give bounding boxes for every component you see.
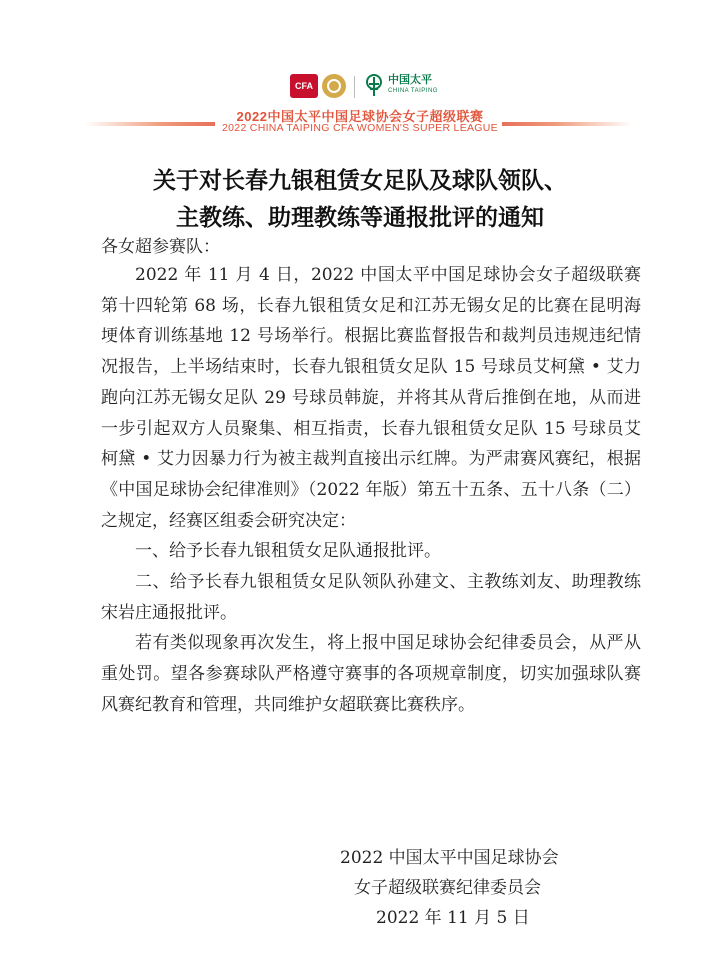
- league-emblem-icon: [322, 74, 346, 98]
- league-header: [0, 62, 720, 142]
- league-name-en: 2022 CHINA TAIPING CFA WOMEN'S SUPER LEAGUE: [222, 122, 498, 134]
- notice-title-line2: 主教练、助理教练等通报批评的通知: [176, 205, 544, 231]
- body-paragraph-2: 一、给予长春九银租赁女足队通报批评。: [135, 541, 441, 562]
- china-taiping-logo-icon: [364, 74, 384, 98]
- body-paragraph-1: 2022 年 11 月 4 日，2022 中国太平中国足球协会女子超级联赛第十四轮第 68 场，长春九银租赁女足和江苏无锡女足的比赛在昆明海埂体育训练基地 12 号场举行。根据比赛监督报告和裁判员违规违纪情况报告，上半场结束时，长春九银租赁女足队 15 号球员艾柯黛 • 艾力跑向江苏无锡女足队 29 号球员韩旋，并将其从背后推倒在地，从而进一步引起双方人员聚集、相互指责，长春九银租赁女足队 15 号球员艾柯黛 • 艾力因暴力行为被主裁判直接出示红牌。为严肃赛风赛纪，根据《中国足球协会纪律准则》（2022 年版）第五十五条、五十八条（二）之规定，经赛区组委会研究决定：: [101, 265, 641, 531]
- body-paragraph-4: 若有类似现象再次发生，将上报中国足球协会纪律委员会，从严从重处罚。望各参赛球队严格遵守赛事的各项规章制度，切实加强球队赛风赛纪教育和管理，共同维护女超联赛比赛秩序。: [101, 633, 641, 715]
- signature-date: 2022 年 11 月 5 日: [376, 908, 530, 928]
- salutation: 各女超参赛队：: [101, 237, 220, 257]
- header-accent-bar-right: [502, 122, 632, 126]
- notice-body: [101, 260, 641, 721]
- league-name-cn: 2022中国太平中国足球协会女子超级联赛: [236, 109, 484, 124]
- notice-title-line1: 关于对长春九银租赁女足队及球队领队、: [153, 168, 567, 194]
- signature-org-line2: 女子超级联赛纪律委员会: [354, 878, 541, 898]
- signature-block: [340, 843, 640, 933]
- china-taiping-name-cn: 中国太平: [388, 74, 432, 86]
- sponsor-logos: [0, 70, 720, 106]
- cfa-logo-icon: CFA: [290, 74, 318, 98]
- china-taiping-name-en: CHINA TAIPING: [388, 88, 438, 94]
- logo-divider: [354, 76, 355, 98]
- signature-org-line1: 2022 中国太平中国足球协会: [340, 848, 559, 868]
- body-paragraph-3: 二、给予长春九银租赁女足队领队孙建文、主教练刘友、助理教练宋岩庄通报批评。: [101, 572, 641, 623]
